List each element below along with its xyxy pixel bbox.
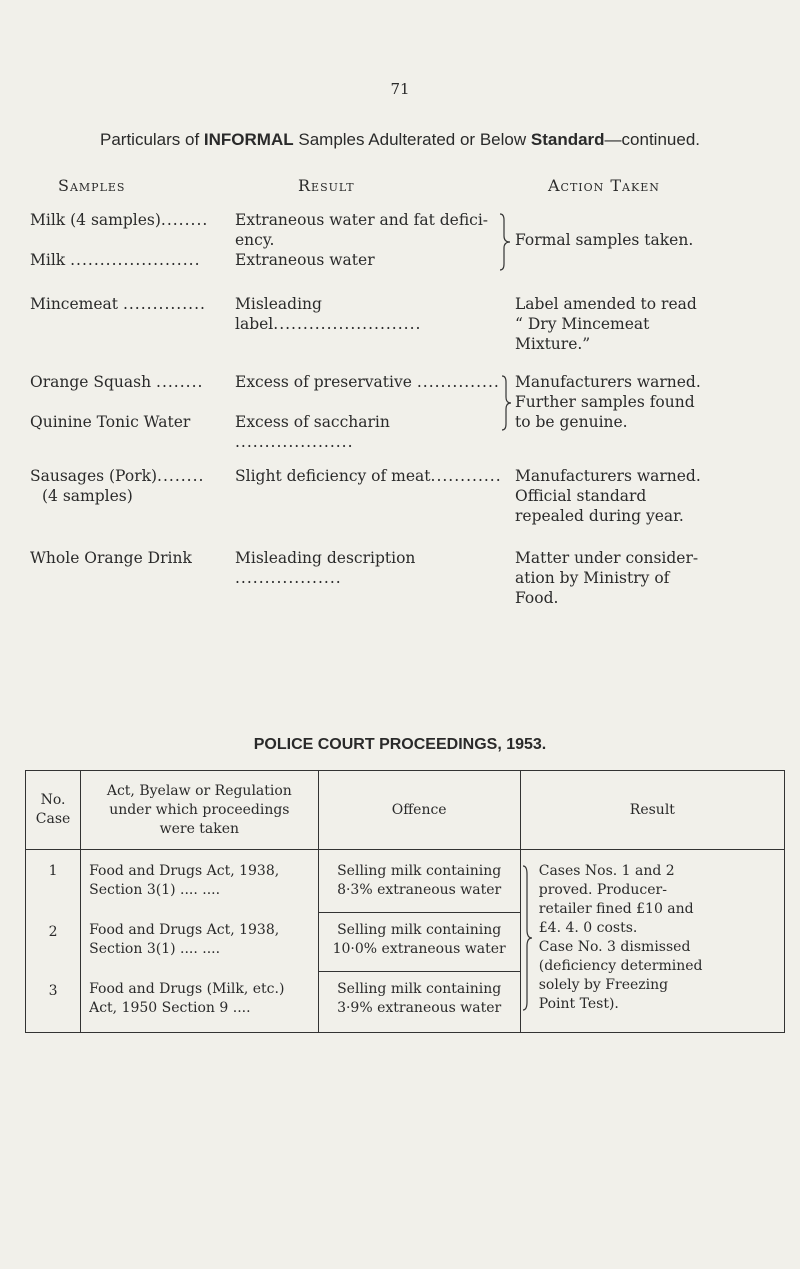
sample-name: Orange Squash [30, 373, 152, 391]
sample-result: Misleading description [235, 549, 416, 567]
case-number: 1 [26, 850, 81, 913]
table-row [26, 850, 785, 913]
sample-name: Quinine Tonic Water [30, 413, 191, 431]
case-act: Food and Drugs Act, 1938, [89, 921, 280, 938]
sample-result: Excess of preservative [235, 373, 412, 391]
table-header-row [26, 771, 785, 850]
column-header-samples: Samples [58, 176, 126, 195]
sample-action: Mixture.” [515, 335, 591, 353]
sample-action: repealed during year. [515, 507, 684, 525]
result-line: proved. Producer- [538, 882, 667, 898]
sample-action: “ Dry Mincemeat [515, 315, 650, 333]
case-result [520, 850, 784, 1033]
case-number: 2 [26, 913, 81, 972]
header-act-line: were taken [159, 820, 240, 837]
case-act: Act, 1950 Section 9 .... [89, 999, 251, 1016]
result-line: solely by Freezing [538, 977, 669, 993]
result-line: (deficiency determined [538, 958, 703, 974]
page-title [0, 130, 800, 150]
case-offence: 10·0% extraneous water [332, 941, 506, 957]
header-offence: Offence [318, 771, 520, 850]
case-act: Section 3(1) .... .... [89, 882, 221, 898]
case-offence: Selling milk containing [337, 981, 502, 997]
sample-result: ency. [235, 231, 275, 249]
title-suffix: —continued. [604, 130, 700, 149]
sample-name: Mincemeat [30, 295, 119, 313]
result-line: Case No. 3 dismissed [538, 939, 691, 955]
case-offence: 8·3% extraneous water [337, 882, 502, 898]
header-no [26, 771, 81, 850]
case-offence: 3·9% extraneous water [337, 1000, 502, 1016]
sample-result: Slight deficiency of meat [235, 467, 431, 485]
case-number: 3 [26, 972, 81, 1033]
sample-name: Milk (4 samples) [30, 211, 161, 229]
brace-squash [500, 374, 514, 432]
header-act-line: under which proceedings [109, 801, 290, 818]
sample-action: Label amended to read [515, 295, 697, 313]
sample-name: Whole Orange Drink [30, 549, 192, 567]
column-header-action: Action Taken [548, 176, 660, 195]
sample-action: Food. [515, 589, 559, 607]
result-line: Point Test). [538, 996, 619, 1012]
title-bold-informal: INFORMAL [203, 130, 294, 149]
sample-action: Official standard [515, 487, 647, 505]
column-header-result: Result [298, 176, 355, 195]
header-result: Result [520, 771, 784, 850]
header-act [81, 771, 318, 850]
sample-result: Extraneous water [235, 251, 375, 269]
result-line: retailer fined £10 and [538, 901, 694, 917]
brace-milk [498, 212, 514, 272]
title-mid: Samples Adulterated or Below [298, 130, 527, 149]
sample-count: (4 samples) [42, 487, 133, 505]
title-bold-standard: Standard [530, 130, 605, 149]
case-act: Food and Drugs Act, 1938, [89, 863, 280, 879]
case-offence: Selling milk containing [337, 863, 502, 879]
action-manufacturers-warned: Manufacturers warned. [515, 373, 701, 391]
sample-name: Milk [30, 251, 66, 269]
section-title-police-court: POLICE COURT PROCEEDINGS, 1953. [253, 736, 547, 753]
action-formal-samples: Formal samples taken. [515, 231, 694, 249]
header-no-line: No. [40, 792, 66, 808]
brace-result [521, 864, 535, 1014]
case-act: Food and Drugs (Milk, etc.) [89, 980, 285, 997]
result-line: Cases Nos. 1 and 2 [538, 863, 675, 879]
case-act: Section 3(1) .... .... [89, 940, 221, 957]
police-court-table [25, 770, 785, 1033]
case-offence: Selling milk containing [337, 922, 502, 938]
action-further-samples: Further samples found [515, 393, 695, 411]
sample-action: ation by Ministry of [515, 569, 670, 587]
header-act-line: Act, Byelaw or Regulation [106, 782, 292, 799]
header-no-line: Case [35, 811, 71, 827]
page-number: 71 [390, 80, 410, 98]
sample-result: Misleading label [235, 295, 322, 333]
sample-result: Extraneous water and fat defici- [235, 211, 489, 229]
sample-action: Matter under consider- [515, 549, 699, 567]
result-line: £4. 4. 0 costs. [538, 920, 638, 936]
sample-name: Sausages (Pork) [30, 467, 158, 485]
sample-result: Excess of saccharin [235, 413, 390, 431]
sample-action: Manufacturers warned. [515, 467, 701, 485]
title-prefix: Particulars of [99, 130, 200, 149]
action-genuine: to be genuine. [515, 413, 628, 431]
